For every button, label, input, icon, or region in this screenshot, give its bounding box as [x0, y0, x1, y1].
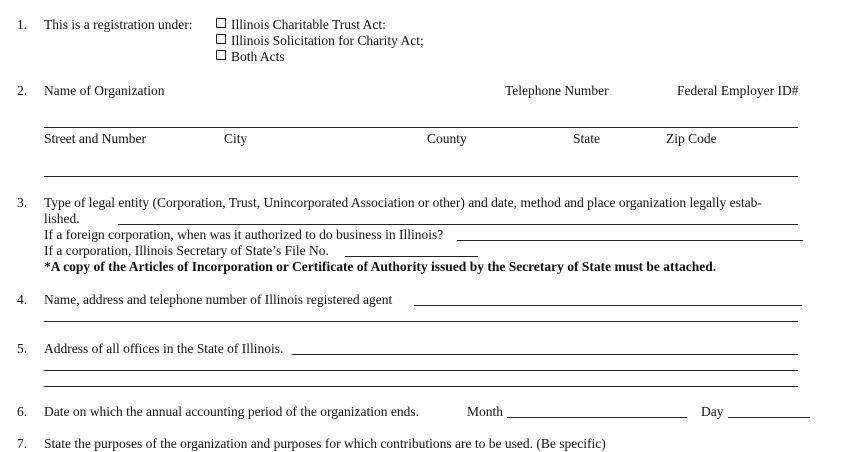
offices-address-label: Address of all offices in the State of Illinois.	[44, 341, 284, 356]
registered-agent-field-2[interactable]	[44, 308, 798, 322]
day-field[interactable]	[728, 404, 810, 418]
purposes-label: State the purposes of the organization and purposes for which contributions are to be used. (Be specific)	[44, 436, 606, 451]
secretary-of-state-file-field[interactable]	[345, 243, 478, 257]
item-number-2: 2.	[17, 83, 28, 98]
street-number-label: Street and Number	[44, 131, 146, 146]
option-charitable-trust-act[interactable]: Illinois Charitable Trust Act:	[216, 17, 386, 33]
checkbox-icon[interactable]	[216, 18, 226, 28]
organization-name-label: Name of Organization	[44, 83, 165, 98]
county-label: County	[427, 131, 467, 146]
offices-address-field[interactable]	[292, 341, 798, 355]
option-solicitation-for-charity-act[interactable]: Illinois Solicitation for Charity Act;	[216, 33, 424, 49]
telephone-number-label: Telephone Number	[505, 83, 609, 98]
foreign-corporation-date-field[interactable]	[457, 227, 803, 241]
federal-employer-id-label: Federal Employer ID#	[677, 83, 799, 98]
month-label: Month	[467, 404, 504, 419]
checkbox-icon[interactable]	[216, 34, 226, 44]
item-number-7: 7.	[17, 436, 28, 451]
address-field[interactable]	[44, 163, 798, 177]
offices-address-field-3[interactable]	[44, 373, 798, 387]
foreign-corporation-label: If a foreign corporation, when was it authorized to do business in Illinois?	[44, 227, 444, 242]
legal-entity-label: Type of legal entity (Corporation, Trust, Unincorporated Association or other) and date, method and place organization legally estab-	[44, 195, 762, 210]
registration-under-label: This is a registration under:	[44, 17, 193, 32]
offices-address-field-2[interactable]	[44, 357, 798, 371]
registered-agent-label: Name, address and telephone number of Illinois registered agent	[44, 292, 393, 307]
registered-agent-field[interactable]	[414, 292, 802, 306]
articles-attachment-note: *A copy of the Articles of Incorporation or Certificate of Authority issued by the Secretary of State must be attached.	[44, 259, 717, 274]
city-label: City	[224, 131, 248, 146]
zip-code-label: Zip Code	[666, 131, 717, 146]
item-number-4: 4.	[17, 292, 28, 307]
state-label: State	[573, 131, 600, 146]
legal-entity-label-cont: lished.	[44, 211, 80, 226]
option-both-acts[interactable]: Both Acts	[216, 49, 285, 65]
checkbox-icon[interactable]	[216, 50, 226, 60]
accounting-period-label: Date on which the annual accounting period of the organization ends.	[44, 404, 420, 419]
item-number-6: 6.	[17, 404, 28, 419]
organization-info-field[interactable]	[44, 114, 798, 128]
item-number-5: 5.	[17, 341, 28, 356]
day-label: Day	[701, 404, 724, 419]
item-number-3: 3.	[17, 195, 28, 210]
legal-entity-field[interactable]	[118, 211, 798, 225]
month-field[interactable]	[507, 404, 687, 418]
item-number-1: 1.	[17, 17, 28, 32]
secretary-of-state-file-label: If a corporation, Illinois Secretary of State’s File No.	[44, 243, 329, 258]
